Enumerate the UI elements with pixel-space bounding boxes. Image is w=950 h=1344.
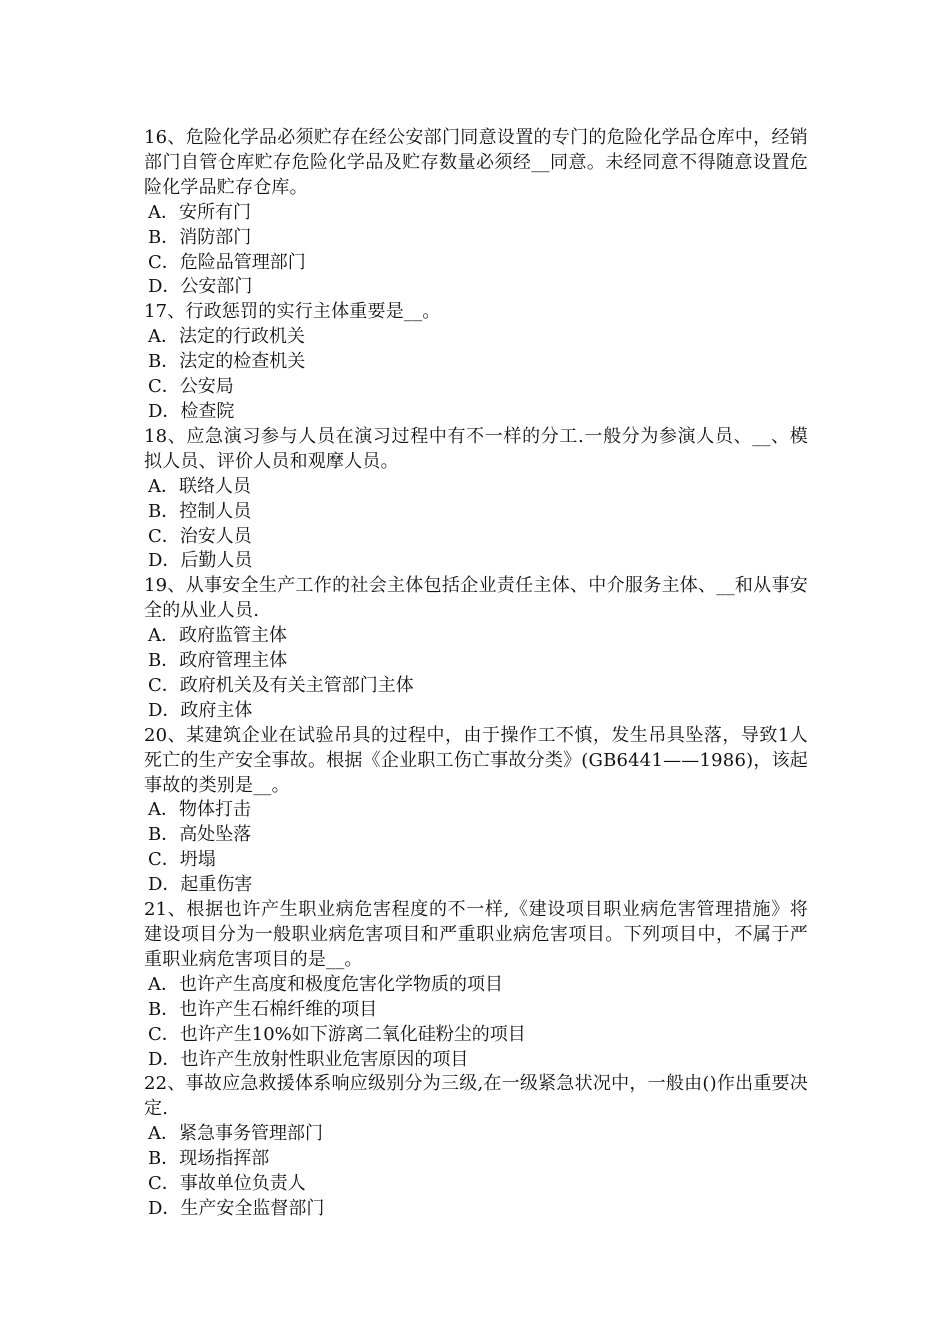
option-c: C．事故单位负责人 (148, 1173, 306, 1195)
option-d: D．公安部门 (148, 276, 253, 298)
question-text: 16、危险化学品必须贮存在经公安部门同意设置的专门的危险化学品仓库中，经销部门自管仓库贮存危险化学品及贮存数量必须经__同意。未经同意不得随意设置危险化学品贮存仓库。 (144, 127, 808, 198)
option-a: A．联络人员 (148, 475, 251, 497)
option-b: B．法定的检查机关 (148, 351, 306, 373)
question-17 (144, 300, 808, 425)
option-b: B．政府管理主体 (148, 650, 288, 672)
question-16 (144, 126, 808, 300)
option-d: D．生产安全监督部门 (148, 1197, 325, 1219)
option-c: C．政府机关及有关主管部门主体 (148, 674, 414, 696)
question-18 (144, 425, 808, 574)
option-b: B．控制人员 (148, 500, 252, 522)
question-text: 19、从事安全生产工作的社会主体包括企业责任主体、中介服务主体、__和从事安全的从业人员. (144, 575, 808, 622)
option-b: B．高处坠落 (148, 824, 252, 846)
option-c: C．也许产生10%如下游离二氧化硅粉尘的项目 (148, 1023, 526, 1045)
option-d: D．后勤人员 (148, 550, 253, 572)
option-c: C．治安人员 (148, 525, 252, 547)
question-text: 17、行政惩罚的实行主体重要是__。 (144, 301, 441, 323)
question-text: 20、某建筑企业在试验吊具的过程中，由于操作工不慎，发生吊具坠落，导致1人死亡的生产安全事故。根据《企业职工伤亡事故分类》(GB6441——1986)，该起事故的类别是__。 (144, 724, 808, 796)
question-19 (144, 574, 808, 723)
question-list (144, 126, 808, 1222)
option-a: A．也许产生高度和极度危害化学物质的项目 (148, 973, 503, 995)
option-a: A．法定的行政机关 (148, 326, 305, 348)
question-text: 21、根据也许产生职业病危害程度的不一样,《建设项目职业病危害管理措施》将建设项目分为一般职业病危害项目和严重职业病危害项目。下列项目中，不属于严重职业病危害项目的是__。 (144, 899, 808, 970)
option-a: A．安所有门 (148, 201, 251, 223)
question-20 (144, 724, 808, 898)
question-22 (144, 1072, 808, 1221)
option-b: B．也许产生石棉纤维的项目 (148, 998, 378, 1020)
option-a: A．政府监管主体 (148, 625, 287, 647)
option-d: D．也许产生放射性职业危害原因的项目 (148, 1048, 469, 1070)
option-a: A．物体打击 (148, 799, 251, 821)
option-c: C．公安局 (148, 376, 234, 398)
option-c: C．危险品管理部门 (148, 251, 306, 273)
option-d: D．政府主体 (148, 699, 253, 721)
option-d: D．检查院 (148, 400, 235, 422)
option-a: A．紧急事务管理部门 (148, 1123, 323, 1145)
option-b: B．消防部门 (148, 226, 252, 248)
option-d: D．起重伤害 (148, 874, 253, 896)
option-b: B．现场指挥部 (148, 1148, 270, 1170)
question-text: 18、应急演习参与人员在演习过程中有不一样的分工.一般分为参演人员、__、模拟人员、评价人员和观摩人员。 (144, 425, 808, 472)
option-c: C．坍塌 (148, 849, 216, 871)
question-text: 22、事故应急救援体系响应级别分为三级,在一级紧急状况中，一般由()作出重要决定. (144, 1073, 808, 1120)
question-21 (144, 898, 808, 1072)
